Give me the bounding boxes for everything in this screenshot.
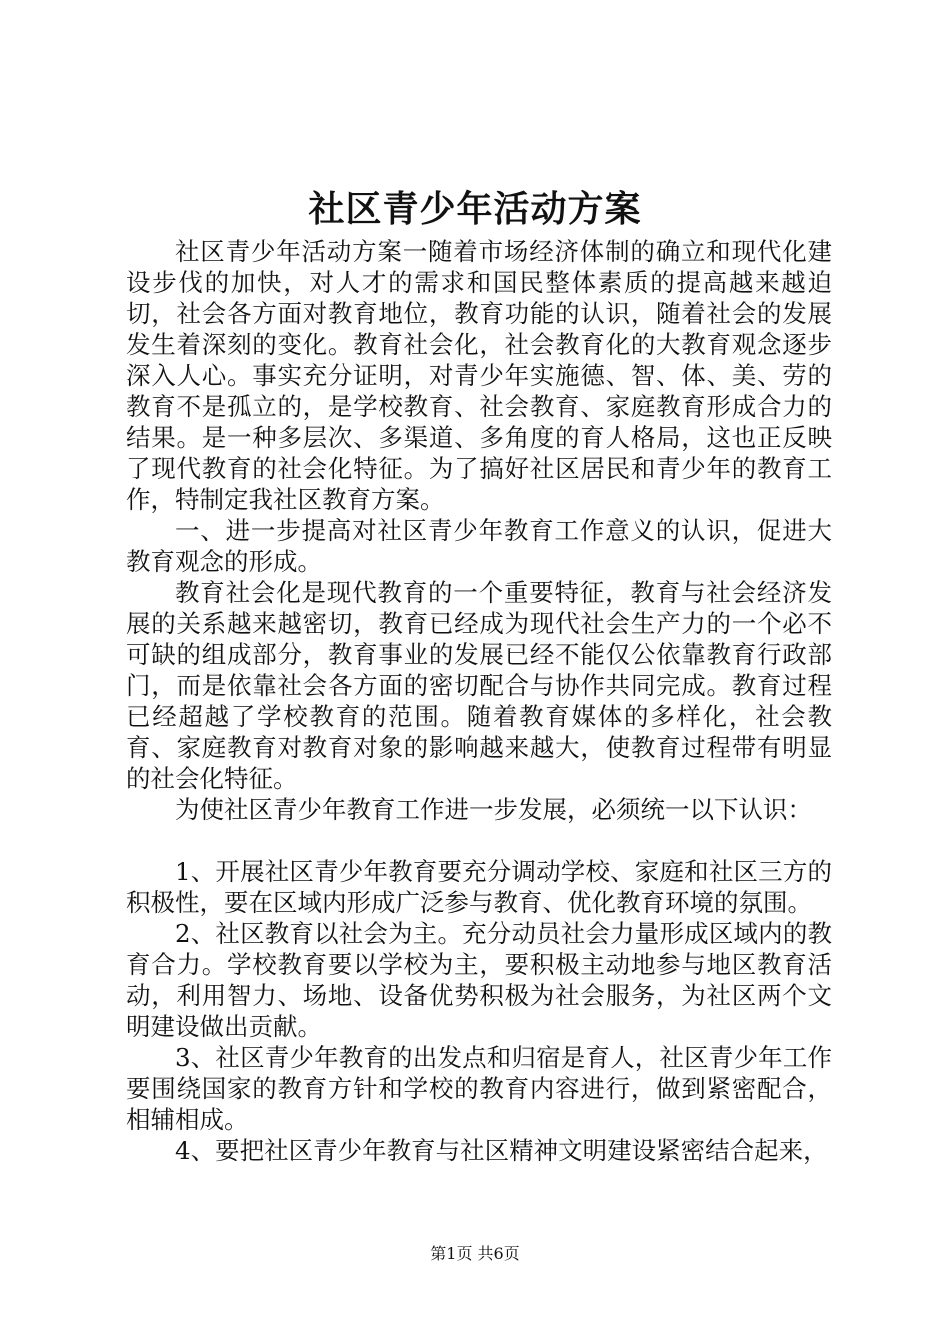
document-title: 社区青少年活动方案: [308, 188, 642, 230]
blank-line: [126, 825, 832, 856]
paragraph-consensus-lead: 为使社区青少年教育工作进一步发展，必须统一以下认识：: [175, 795, 812, 824]
paragraph-item-3: 3、社区青少年教育的出发点和归宿是育人，社区青少年工作要围绕国家的教育方针和学校的教育内容进行，做到紧密配合，相辅相成。: [126, 1043, 832, 1134]
paragraph-item-4: 4、要把社区青少年教育与社区精神文明建设紧密结合起来，: [175, 1136, 828, 1165]
page-footer: 第1页 共6页: [430, 1244, 520, 1263]
paragraph-intro: 社区青少年活动方案一随着市场经济体制的确立和现代化建设步伐的加快，对人才的需求和国民整体素质的提高越来越迫切，社会各方面对教育地位，教育功能的认识，随着社会的发展发生着深刻的变化。教育社会化，社会教育化的大教育观念逐步深入人心。事实充分证明，对青少年实施德、智、体、美、劳的教育不是孤立的，是学校教育、社会教育、家庭教育形成合力的结果。是一种多层次、多渠道、多角度的育人格局，这也正反映了现代教育的社会化特征。为了搞好社区居民和青少年的教育工作，特制定我社区教育方案。: [126, 237, 832, 514]
paragraph-item-1: 1、开展社区青少年教育要充分调动学校、家庭和社区三方的积极性，要在区域内形成广泛参与教育、优化教育环境的氛围。: [126, 857, 832, 917]
paragraph-item-2: 2、社区教育以社会为主。充分动员社会力量形成区域内的教育合力。学校教育要以学校为主，要积极主动地参与地区教育活动，利用智力、场地、设备优势积极为社会服务，为社区两个文明建设做出贡献。: [126, 919, 832, 1041]
document-body: [126, 236, 832, 1166]
paragraph-section-one-heading: 一、进一步提高对社区青少年教育工作意义的认识，促进大教育观念的形成。: [126, 516, 832, 576]
paragraph-socialization: 教育社会化是现代教育的一个重要特征，教育与社会经济发展的关系越来越密切，教育已经成为现代社会生产力的一个必不可缺的组成部分，教育事业的发展已经不能仅公依靠教育行政部门，而是依靠社会各方面的密切配合与协作共同完成。教育过程已经超越了学校教育的范围。随着教育媒体的多样化，社会教育、家庭教育对教育对象的影响越来越大，使教育过程带有明显的社会化特征。: [126, 578, 832, 793]
